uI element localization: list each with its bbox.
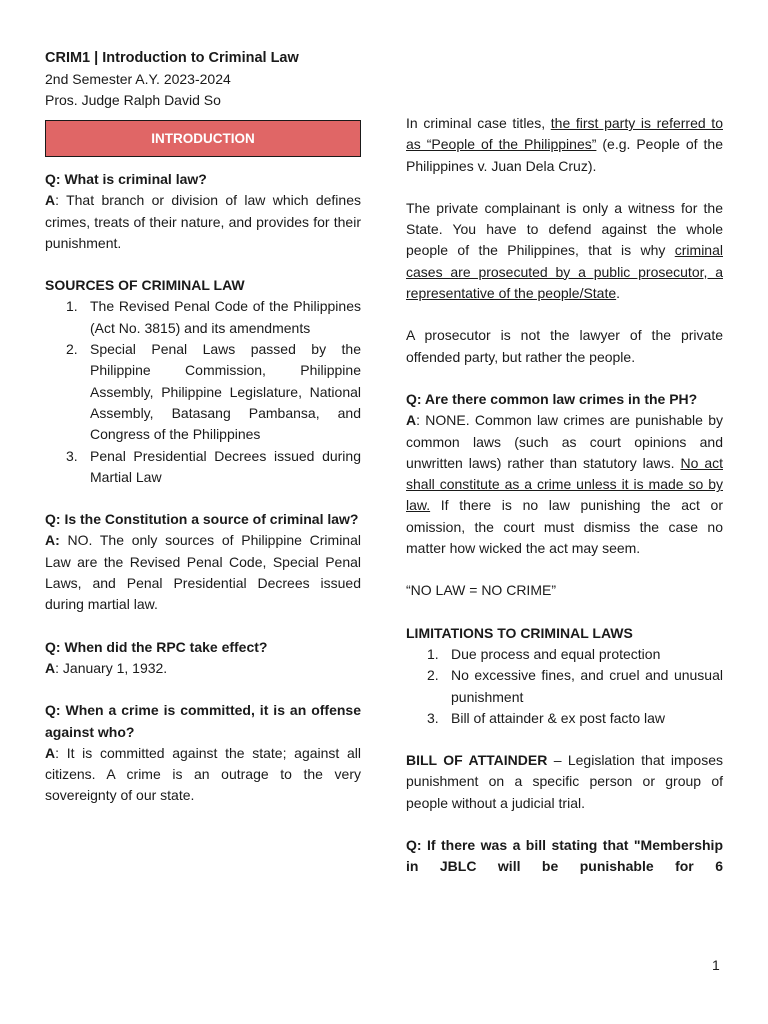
list-item: 1. Due process and equal protection: [427, 645, 661, 662]
answer-constitution-source: [45, 530, 361, 615]
answer-label: A:: [45, 532, 60, 549]
underlined-text: the first party is referred to as “People of the Philippines”: [406, 115, 723, 153]
section-banner-introduction: INTRODUCTION: [45, 120, 361, 157]
answer-label: A: [45, 192, 56, 209]
question-bill-jblc: Q: If there was a bill stating that "Membership in JBLC will be punishable for 6: [406, 837, 723, 875]
list-item: 2. No excessive fines, and cruel and unusual punishment: [427, 667, 723, 705]
term: BILL OF ATTAINDER: [406, 752, 548, 769]
limitations-list: [406, 644, 723, 729]
list-item: 1. The Revised Penal Code of the Philippines (Act No. 3815) and its amendments: [66, 298, 361, 336]
professor-line: Pros. Judge Ralph David So: [45, 92, 221, 108]
answer-common-law-crimes: A: NONE. Common law crimes are punishable by common laws (such as court opinions and unwritten laws) rather than statutory laws. No act shall constitute as a crime unless it is made so by law. If there is no law punishing the act or omission, the court must dismiss the case no matter how wicked the act may seem.: [406, 412, 723, 557]
definition-bill-of-attainder: BILL OF ATTAINDER – Legislation that imposes punishment on a specific person or group of people without a judicial trial.: [406, 752, 724, 811]
question-offense-against-who: Q: When a crime is committed, it is an offense against who?: [45, 702, 361, 740]
answer-label: A: [45, 659, 56, 676]
list-item: 2. Special Penal Laws passed by the Philippine Commission, Philippine Assembly, Philippine Legislature, National Assembly, Batasang Pambansa, and Congress of the Philippines: [66, 341, 361, 443]
answer-label: A: [406, 412, 417, 429]
list-item: 3. Penal Presidential Decrees issued during Martial Law: [66, 447, 361, 485]
sources-heading: SOURCES OF CRIMINAL LAW: [45, 277, 245, 294]
question-rpc-effect: Q: When did the RPC take effect?: [45, 638, 268, 655]
answer-label: A: [45, 744, 56, 761]
semester-line: 2nd Semester A.Y. 2023-2024: [45, 71, 231, 87]
answer-text: : That branch or division of law which defines crimes, treats of their nature, and provides for their punishment.: [45, 192, 361, 251]
left-column: [45, 48, 361, 807]
maxim-no-law-no-crime: “NO LAW = NO CRIME”: [406, 582, 556, 599]
answer-text: : It is committed against the state; against all citizens. A crime is an outrage to the very sovereignty of our state.: [45, 744, 361, 804]
paragraph-case-titles: In criminal case titles, the first party is referred to as “People of the Philippines” (e.g. People of the Philippines v. Juan Dela Cruz).: [406, 115, 723, 174]
answer-offense-against-who: [45, 743, 361, 807]
document-title: CRIM1 | Introduction to Criminal Law: [45, 50, 299, 66]
question-common-law-crimes: Q: Are there common law crimes in the PH?: [406, 390, 698, 407]
right-column: [406, 113, 723, 878]
page-number: 1: [712, 957, 720, 973]
answer-what-is-criminal-law: [45, 190, 361, 254]
answer-text: NO. The only sources of Philippine Criminal Law are the Revised Penal Code, Special Penal Laws, and Penal Presidential Decrees issued during martial law.: [45, 532, 361, 613]
paragraph-prosecutor: A prosecutor is not the lawyer of the private offended party, but rather the people.: [406, 327, 723, 365]
underlined-text: No act shall constitute as a crime unless it is made so by law.: [406, 454, 723, 514]
list-item: 3. Bill of attainder & ex post facto law: [427, 709, 665, 726]
answer-rpc-effect: [45, 658, 361, 679]
limitations-heading: LIMITATIONS TO CRIMINAL LAWS: [406, 624, 633, 641]
answer-text: : January 1, 1932.: [55, 659, 168, 676]
sources-list: [45, 296, 361, 488]
question-what-is-criminal-law: Q: What is criminal law?: [45, 171, 207, 187]
underlined-text: criminal cases are prosecuted by a public prosecutor, a representative of the people/State: [406, 242, 723, 302]
question-constitution-source: Q: Is the Constitution a source of criminal law?: [45, 511, 359, 528]
paragraph-private-complainant: The private complainant is only a witness for the State. You have to defend against the whole people of the Philippines, that is why criminal cases are prosecuted by a public prosecutor, a representative of the people/State.: [406, 199, 723, 302]
